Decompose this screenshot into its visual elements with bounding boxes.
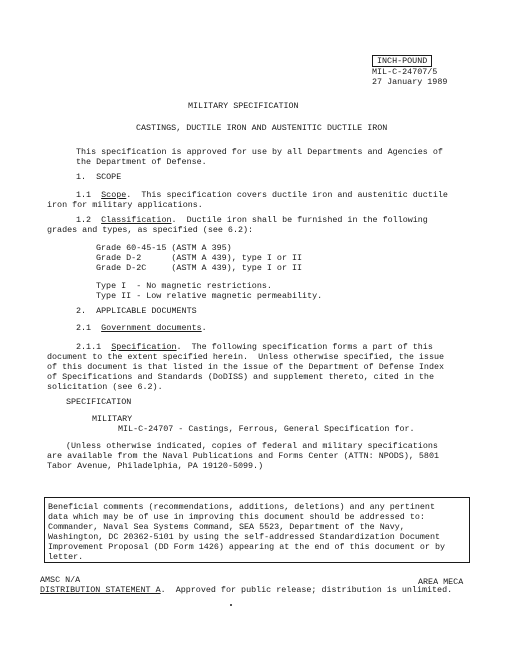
availability-note-line: are available from the Naval Publications and Forms Center (ATTN: NPODS), 5801 — [47, 451, 440, 461]
inch-pound-badge: INCH-POUND — [372, 55, 432, 67]
comments-line: Improvement Proposal (DD Form 1426) appearing at the end of this document or by — [48, 542, 446, 552]
section-1-2 — [76, 215, 428, 226]
referenced-spec-item: MIL-C-24707 - Castings, Ferrous, General Specification for. — [118, 424, 415, 434]
specification-heading: SPECIFICATION — [66, 397, 132, 407]
type-list-item: Type I - No magnetic restrictions. — [96, 281, 272, 291]
distribution-statement-label: DISTRIBUTION STATEMENT A — [40, 585, 161, 595]
section-1-1-text-2: iron for military applications. — [47, 200, 203, 210]
approval-line-2: the Department of Defense. — [76, 157, 207, 167]
grade-list-item: Grade 60-45-15 (ASTM A 395) — [96, 243, 232, 253]
area-label: AREA MECA — [418, 577, 464, 587]
document-date: 27 January 1989 — [372, 77, 448, 87]
section-2-1-tail: . — [201, 323, 207, 333]
availability-note-line: (Unless otherwise indicated, copies of federal and military specifications — [66, 441, 438, 451]
section-2-1-title: Government documents — [101, 323, 202, 333]
section-1-2-title: Classification — [101, 215, 172, 225]
spec-subtitle: CASTINGS, DUCTILE IRON AND AUSTENITIC DUCTILE IRON — [136, 123, 388, 133]
section-2-1-1-title: Specification — [111, 342, 177, 352]
type-list-item: Type II - Low relative magnetic permeability. — [96, 291, 323, 301]
section-2-1-1-number: 2.1.1 — [76, 342, 102, 352]
section-1-2-number: 1.2 — [76, 215, 92, 225]
section-2-1-1-line: of this document is that listed in the issue of the Department of Defense Index — [47, 362, 445, 372]
section-2-1-1-text: . The following specification forms a part of this — [176, 342, 433, 352]
section-2-1 — [76, 323, 207, 334]
availability-note-line: Tabor Avenue, Philadelphia, PA 19120-5099.) — [47, 461, 264, 471]
section-2-1-1-line: solicitation (see 6.2). — [47, 382, 163, 392]
amsc-label: AMSC N/A — [40, 575, 81, 585]
section-2-1-1-line: of Specifications and Standards (DoDISS) and supplement thereto, cited in the — [47, 372, 434, 382]
grade-list-item: Grade D-2 (ASTM A 439), type I or II — [96, 253, 303, 263]
section-1-1-number: 1.1 — [76, 190, 92, 200]
page-mark — [230, 604, 232, 606]
grade-list-item: Grade D-2C (ASTM A 439), type I or II — [96, 263, 303, 273]
spec-title: MILITARY SPECIFICATION — [188, 101, 299, 111]
section-1-1-title: Scope — [101, 190, 127, 200]
approval-line-1: This specification is approved for use by all Departments and Agencies of — [76, 147, 443, 157]
section-2-1-1 — [76, 342, 433, 353]
distribution-statement — [40, 585, 452, 596]
section-2-heading: 2. APPLICABLE DOCUMENTS — [76, 306, 197, 316]
section-1-heading: 1. SCOPE — [76, 172, 122, 182]
comments-line: Commander, Naval Sea Systems Command, SEA 5523, Department of the Navy, — [48, 522, 405, 532]
comments-line: letter. — [48, 552, 84, 562]
military-heading: MILITARY — [92, 414, 133, 424]
section-1-1 — [76, 190, 448, 201]
section-1-2-text: . Ductile iron shall be furnished in the following — [171, 215, 428, 225]
comments-line: Washington, DC 20362-5101 by using the self-addressed Standardization Document — [48, 532, 441, 542]
section-2-1-1-line: document to the extent specified herein. Unless otherwise specified, the issue — [47, 352, 445, 362]
section-2-1-number: 2.1 — [76, 323, 92, 333]
section-1-1-text: . This specification covers ductile iron and austenitic ductile — [126, 190, 448, 200]
document-number: MIL-C-24707/5 — [372, 67, 438, 77]
comments-line: Beneficial comments (recommendations, additions, deletions) and any pertinent — [48, 502, 435, 512]
distribution-statement-text: . Approved for public release; distribution is unlimited. — [160, 585, 453, 595]
section-1-2-text-2: grades and types, as specified (see 6.2): — [47, 225, 254, 235]
comments-line: data which may be of use in improving this document should be addressed to: — [48, 512, 425, 522]
